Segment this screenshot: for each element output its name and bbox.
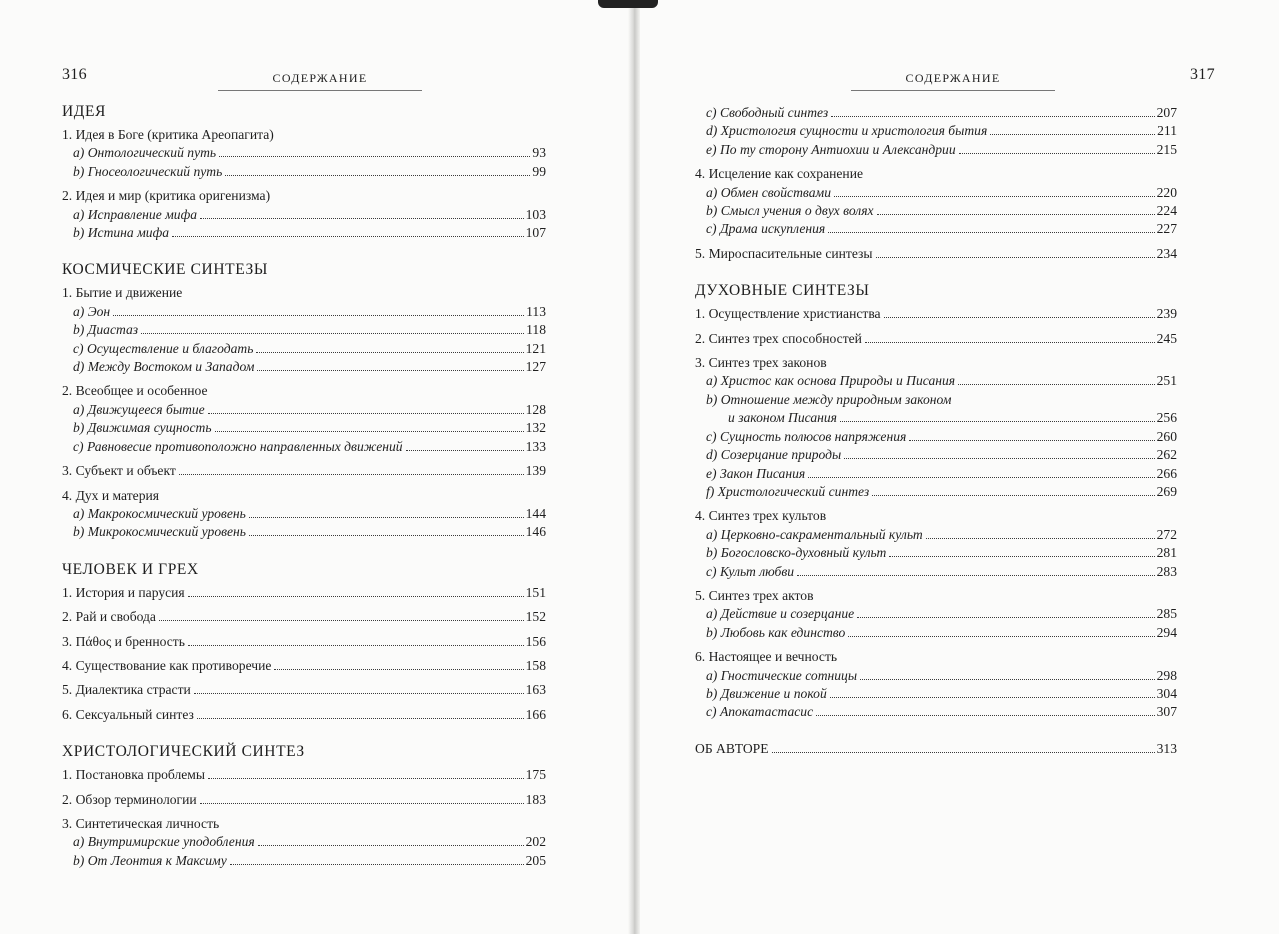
entry-page-number: 298 <box>1156 667 1177 683</box>
toc-subentry <box>695 465 1177 483</box>
entry-title: a) Макрокосмический уровень <box>73 505 246 521</box>
toc-entry <box>62 462 546 480</box>
dot-leader <box>884 317 1155 318</box>
dot-leader <box>958 384 1155 385</box>
entry-page-number: 294 <box>1156 624 1177 640</box>
dot-leader <box>188 645 524 646</box>
entry-page-number: 151 <box>525 584 546 600</box>
entry-title: 2. Обзор терминологии <box>62 791 197 807</box>
entry-title: b) Диастаз <box>73 322 139 338</box>
entry-title: c) Осуществление и благодать <box>73 340 254 356</box>
toc-entry <box>62 657 546 675</box>
toc-subentry <box>62 852 546 870</box>
entry-title: c) Сущность полюсов напряжения <box>706 428 907 444</box>
entry-page-number: 93 <box>532 145 546 161</box>
entry-title: d) Между Востоком и Западом <box>73 359 255 375</box>
left-table-of-contents <box>62 102 546 870</box>
entry-page-number: 205 <box>525 852 546 868</box>
dot-leader <box>808 477 1154 478</box>
dot-leader <box>208 413 524 414</box>
dot-leader <box>840 421 1155 422</box>
toc-subentry <box>62 303 546 321</box>
toc-subentry <box>62 144 546 162</box>
entry-page-number: 285 <box>1156 606 1177 622</box>
entry-title: d) Созерцание природы <box>706 447 842 463</box>
right-running-head: СОДЕРЖАНИЕ <box>905 71 1001 85</box>
toc-subentry <box>695 526 1177 544</box>
entry-page-number: 313 <box>1156 740 1177 756</box>
entry-title: 4. Существование как противоречие <box>62 657 272 673</box>
toc-subentry <box>62 340 546 358</box>
dot-leader <box>179 474 524 475</box>
dot-leader <box>215 431 524 432</box>
toc-section <box>62 102 546 242</box>
dot-leader <box>113 315 524 316</box>
entry-page-number: 128 <box>525 401 546 417</box>
entry-page-number: 227 <box>1156 221 1177 237</box>
section-title: ХРИСТОЛОГИЧЕСКИЙ СИНТЕЗ <box>62 743 305 761</box>
entry-title: b) Гносеологический путь <box>73 163 223 179</box>
entry-title: 5. Мироспасительные синтезы <box>695 245 873 261</box>
entry-title: a) Гностические сотницы <box>706 667 858 683</box>
entry-title: 3. Субъект и объект <box>62 463 176 479</box>
dot-leader <box>230 864 524 865</box>
toc-subentry <box>695 202 1177 220</box>
entry-title: b) Движение и покой <box>706 685 827 701</box>
dot-leader <box>959 153 1155 154</box>
entry-page-number: 262 <box>1156 447 1177 463</box>
entry-title: 3. Синтетическая личность <box>62 815 220 831</box>
entry-page-number: 251 <box>1156 373 1177 389</box>
section-title: ЧЕЛОВЕК И ГРЕХ <box>62 560 199 578</box>
toc-entry <box>62 187 546 205</box>
toc-subentry <box>695 446 1177 464</box>
dot-leader <box>909 440 1154 441</box>
entry-title: a) Действие и созерцание <box>706 606 855 622</box>
entry-title: 2. Рай и свобода <box>62 609 156 625</box>
toc-entry <box>62 791 546 809</box>
entry-page-number: 207 <box>1156 105 1177 120</box>
entry-title: a) Обмен свойствами <box>706 184 831 200</box>
dot-leader <box>889 556 1154 557</box>
entry-title: 1. История и парусия <box>62 584 185 600</box>
entry-page-number: 202 <box>525 834 546 850</box>
section-title: ИДЕЯ <box>62 103 106 120</box>
toc-section <box>62 742 546 870</box>
toc-entry <box>62 284 546 302</box>
section-title: ДУХОВНЫЕ СИНТЕЗЫ <box>695 282 870 300</box>
entry-title: 6. Сексуальный синтез <box>62 706 194 722</box>
entry-title: c) Свободный синтез <box>706 105 829 120</box>
toc-section <box>695 104 1177 263</box>
toc-entry <box>62 487 546 505</box>
toc-subentry <box>695 184 1177 202</box>
entry-page-number: 113 <box>526 303 546 319</box>
dot-leader <box>848 636 1154 637</box>
toc-entry <box>695 245 1177 263</box>
dot-leader <box>274 669 523 670</box>
dot-leader <box>194 693 524 694</box>
dot-leader <box>159 620 524 621</box>
toc-entry <box>695 354 1177 372</box>
right-table-of-contents <box>695 104 1177 758</box>
toc-entry <box>62 608 546 626</box>
toc-subentry <box>695 624 1177 642</box>
toc-entry <box>62 766 546 784</box>
dot-leader <box>257 370 523 371</box>
toc-subentry <box>695 483 1177 501</box>
entry-page-number: 272 <box>1156 526 1177 542</box>
entry-title: c) Драма искупления <box>706 221 826 237</box>
entry-title: и законом Писания <box>728 410 837 426</box>
dot-leader <box>188 596 524 597</box>
entry-title: 2. Синтез трех способностей <box>695 330 862 346</box>
entry-page-number: 133 <box>525 438 546 454</box>
entry-title: 1. Бытие и движение <box>62 285 183 301</box>
entry-page-number: 107 <box>525 225 546 241</box>
toc-subentry <box>695 141 1177 159</box>
entry-page-number: 283 <box>1156 563 1177 579</box>
toc-subentry <box>62 401 546 419</box>
entry-title: d) Христология сущности и христология бытия <box>706 123 988 139</box>
toc-section <box>62 560 546 724</box>
left-page-number: 316 <box>62 66 87 83</box>
dot-leader <box>200 218 524 219</box>
entry-page-number: 158 <box>525 657 546 673</box>
dot-leader <box>877 214 1155 215</box>
left-running-head: СОДЕРЖАНИЕ <box>272 71 368 85</box>
entry-title: b) От Леонтия к Максиму <box>73 852 227 868</box>
entry-page-number: 281 <box>1156 545 1177 561</box>
dot-leader <box>258 845 524 846</box>
toc-entry <box>695 165 1177 183</box>
toc-subentry <box>695 391 1177 409</box>
entry-title: b) Любовь как единство <box>706 624 846 640</box>
entry-title: b) Отношение между природным законом <box>706 391 952 407</box>
entry-title: b) Богословско-духовный культ <box>706 545 887 561</box>
toc-subentry <box>695 685 1177 703</box>
entry-title: a) Внутримирские уподобления <box>73 834 255 850</box>
toc-subentry <box>62 438 546 456</box>
toc-entry <box>695 648 1177 666</box>
dot-leader <box>816 715 1154 716</box>
entry-title: 3. Πάθος и бренность <box>62 633 185 649</box>
toc-subentry <box>695 703 1177 721</box>
toc-subentry <box>695 544 1177 562</box>
entry-page-number: 215 <box>1156 141 1177 157</box>
dot-leader <box>141 333 524 334</box>
entry-page-number: 121 <box>525 340 546 356</box>
toc-subentry <box>695 667 1177 685</box>
entry-page-number: 239 <box>1156 306 1177 322</box>
toc-subentry <box>62 505 546 523</box>
entry-page-number: 183 <box>525 791 546 807</box>
entry-title: a) Онтологический путь <box>73 145 217 161</box>
toc-subentry <box>62 833 546 851</box>
entry-page-number: 156 <box>525 633 546 649</box>
entry-title: a) Христос как основа Природы и Писания <box>706 373 956 389</box>
toc-entry <box>62 584 546 602</box>
toc-entry <box>695 507 1177 525</box>
entry-page-number: 307 <box>1156 704 1177 720</box>
right-header-rule <box>851 90 1055 91</box>
entry-page-number: 304 <box>1156 685 1177 701</box>
entry-page-number: 256 <box>1156 410 1177 426</box>
entry-page-number: 224 <box>1156 203 1177 219</box>
toc-entry <box>695 330 1177 348</box>
dot-leader <box>208 778 524 779</box>
entry-page-number: 152 <box>525 609 546 625</box>
entry-title: a) Эон <box>73 303 111 319</box>
entry-page-number: 211 <box>1157 123 1177 139</box>
dot-leader <box>797 575 1155 576</box>
toc-entry <box>62 633 546 651</box>
entry-title: 2. Всеобщее и особенное <box>62 383 208 399</box>
entry-page-number: 144 <box>525 505 546 521</box>
dot-leader <box>200 803 524 804</box>
toc-entry <box>62 815 546 833</box>
toc-entry <box>62 126 546 144</box>
entry-title: 6. Настоящее и вечность <box>695 649 838 665</box>
page-edge-mark <box>598 0 658 8</box>
toc-subentry <box>62 224 546 242</box>
dot-leader <box>197 718 524 719</box>
dot-leader <box>834 196 1155 197</box>
section-title: КОСМИЧЕСКИЕ СИНТЕЗЫ <box>62 261 268 279</box>
entry-page-number: 266 <box>1156 465 1177 481</box>
toc-subentry <box>62 206 546 224</box>
toc-entry <box>62 382 546 400</box>
dot-leader <box>990 134 1155 135</box>
entry-title: c) Равновесие противоположно направленных движений <box>73 438 403 454</box>
entry-title: a) Движущееся бытие <box>73 401 205 417</box>
entry-page-number: 163 <box>525 682 546 698</box>
entry-title: b) Движимая сущность <box>73 420 212 436</box>
entry-title: 4. Исцеление как сохранение <box>695 166 863 182</box>
entry-page-number: 103 <box>525 206 546 222</box>
entry-title: 4. Синтез трех культов <box>695 508 827 524</box>
entry-title: b) Микрокосмический уровень <box>73 524 246 540</box>
entry-title: 2. Идея и мир (критика оригенизма) <box>62 188 271 204</box>
entry-page-number: 269 <box>1156 483 1177 499</box>
toc-subentry <box>695 220 1177 238</box>
dot-leader <box>225 175 530 176</box>
entry-page-number: 234 <box>1156 245 1177 261</box>
toc-entry <box>62 706 546 724</box>
dot-leader <box>844 458 1154 459</box>
dot-leader <box>249 517 524 518</box>
entry-title: 3. Синтез трех законов <box>695 355 827 371</box>
entry-title: b) Смысл учения о двух волях <box>706 203 874 219</box>
entry-title: 1. Постановка проблемы <box>62 767 206 783</box>
entry-title: 4. Дух и материя <box>62 487 160 503</box>
entry-page-number: 260 <box>1156 428 1177 444</box>
toc-subentry <box>695 122 1177 140</box>
entry-page-number: 166 <box>525 706 546 722</box>
dot-leader <box>857 617 1154 618</box>
toc-subentry <box>695 605 1177 623</box>
toc-subentry <box>695 372 1177 390</box>
dot-leader <box>865 342 1155 343</box>
dot-leader <box>830 697 1155 698</box>
toc-subentry <box>62 163 546 181</box>
toc-subentry <box>62 321 546 339</box>
dot-leader <box>860 679 1155 680</box>
entry-page-number: 99 <box>532 163 546 179</box>
entry-title: f) Христологический синтез <box>706 483 870 499</box>
toc-subentry <box>62 419 546 437</box>
entry-title: 1. Идея в Боге (критика Ареопагита) <box>62 127 274 142</box>
dot-leader <box>772 752 1155 753</box>
toc-section <box>695 740 1177 758</box>
toc-entry <box>695 740 1177 758</box>
entry-page-number: 132 <box>525 420 546 436</box>
toc-subentry <box>695 409 1177 427</box>
dot-leader <box>828 232 1154 233</box>
entry-title: ОБ АВТОРЕ <box>695 740 769 756</box>
toc-subentry <box>695 563 1177 581</box>
toc-entry <box>695 587 1177 605</box>
entry-title: c) Апокатастасис <box>706 704 814 720</box>
dot-leader <box>872 495 1154 496</box>
dot-leader <box>256 352 523 353</box>
entry-page-number: 118 <box>526 322 546 338</box>
toc-subentry <box>62 523 546 541</box>
entry-title: a) Исправление мифа <box>73 206 198 222</box>
entry-page-number: 245 <box>1156 330 1177 346</box>
entry-title: 5. Синтез трех актов <box>695 587 814 603</box>
entry-title: a) Церковно-сакраментальный культ <box>706 526 923 542</box>
entry-page-number: 220 <box>1156 184 1177 200</box>
dot-leader <box>926 538 1155 539</box>
toc-section <box>695 281 1177 722</box>
entry-title: 1. Осуществление христианства <box>695 306 881 322</box>
toc-subentry <box>62 358 546 376</box>
entry-page-number: 175 <box>525 767 546 783</box>
dot-leader <box>831 116 1154 117</box>
book-gutter <box>628 0 640 934</box>
dot-leader <box>172 236 524 237</box>
toc-entry <box>695 305 1177 323</box>
entry-title: b) Истина мифа <box>73 225 170 241</box>
toc-subentry <box>695 428 1177 446</box>
right-page-number: 317 <box>1190 66 1215 83</box>
toc-entry <box>62 681 546 699</box>
entry-page-number: 139 <box>525 463 546 479</box>
left-header-rule <box>218 90 422 91</box>
entry-page-number: 127 <box>525 359 546 375</box>
entry-title: e) По ту сторону Антиохии и Александрии <box>706 141 956 157</box>
entry-page-number: 146 <box>525 524 546 540</box>
entry-title: e) Закон Писания <box>706 465 806 481</box>
dot-leader <box>219 156 530 157</box>
entry-title: c) Культ любви <box>706 563 795 579</box>
toc-section <box>62 260 546 541</box>
entry-title: 5. Диалектика страсти <box>62 682 191 698</box>
dot-leader <box>249 535 524 536</box>
dot-leader <box>876 257 1155 258</box>
dot-leader <box>406 450 524 451</box>
toc-subentry <box>695 104 1177 122</box>
